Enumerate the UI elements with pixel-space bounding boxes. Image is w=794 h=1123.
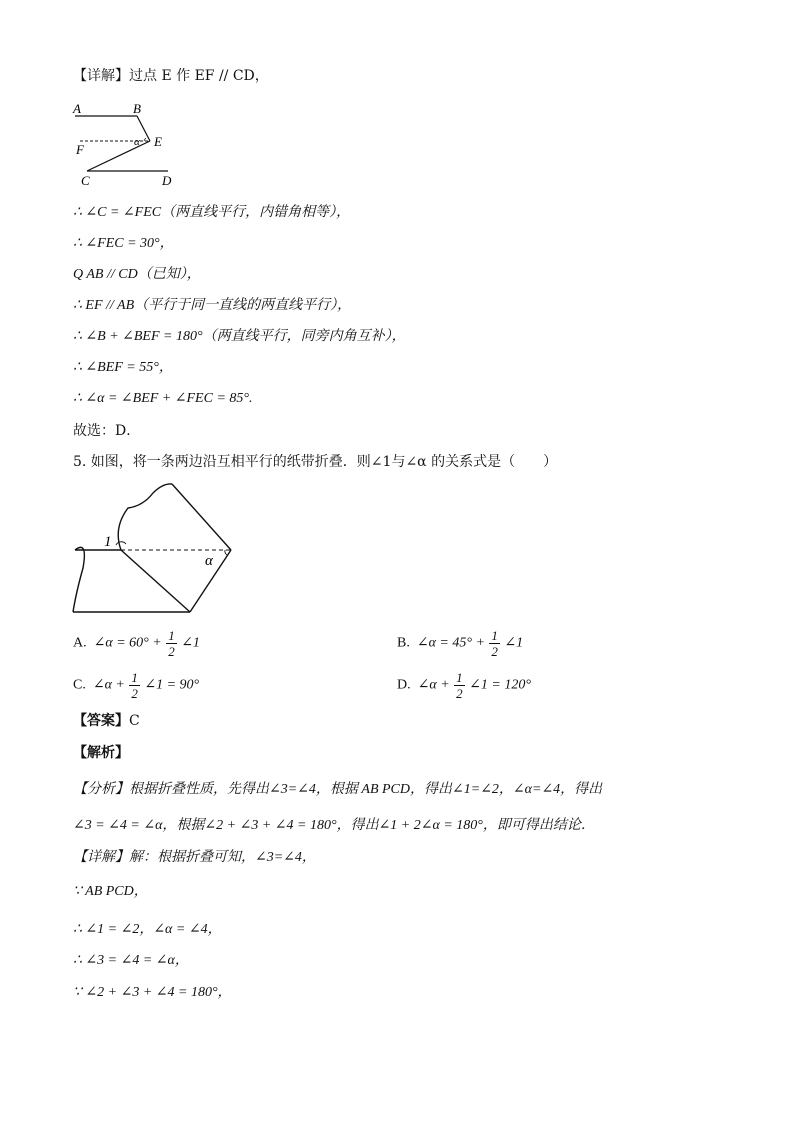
answer-tag: 【答案】: [73, 713, 129, 729]
label-c: C: [81, 173, 90, 188]
analysis-tag: 【解析】: [73, 745, 129, 761]
q5-step-3: ∴ ∠3 = ∠4 = ∠α，: [73, 953, 189, 968]
answer-value: C: [129, 713, 140, 729]
q4-choice: 故选：D．: [73, 423, 141, 439]
label-d: D: [162, 173, 172, 188]
q5-stem: 5. 如图，将一条两边沿互相平行的纸带折叠．则∠1与∠α 的关系式是（ ）: [73, 454, 558, 470]
q4-step-4: ∴ EF // AB（平行于同一直线的两直线平行），: [73, 298, 352, 313]
q4-step-6: ∴ ∠BEF = 55°，: [73, 360, 173, 375]
label-alpha: α: [205, 553, 213, 569]
analysis-line-1: 【分析】根据折叠性质，先得出∠3=∠4，根据 AB PCD，得出∠1=∠2，∠α=∠4，得出: [73, 782, 603, 797]
label-alpha: α: [134, 136, 140, 148]
q4-parallel-lines-figure: [70, 98, 200, 190]
q4-detail-heading: 【详解】过点 E 作 EF // CD，: [73, 68, 269, 84]
label-f: F: [76, 142, 84, 157]
option-a: A. ∠α = 60° + $\frac{1}{2}$ ∠1: [73, 628, 200, 659]
q4-step-7: ∴ ∠α = ∠BEF + ∠FEC = 85°.: [73, 391, 253, 406]
q4-step-1: ∴ ∠C = ∠FEC（两直线平行，内错角相等），: [73, 205, 351, 220]
label-b: B: [133, 101, 141, 116]
label-one: 1: [104, 534, 112, 550]
q4-step-5: ∴ ∠B + ∠BEF = 180°（两直线平行，同旁内角互补），: [73, 329, 406, 344]
option-b: B. ∠α = 45° + $\frac{1}{2}$ ∠1: [397, 628, 524, 659]
q4-step-3: Q AB // CD（已知），: [73, 267, 201, 282]
label-e: E: [154, 134, 162, 149]
analysis-line-2: ∠3 = ∠4 = ∠α，根据∠2 + ∠3 + ∠4 = 180°，得出∠1 + 2∠α = 180°，即可得出结论．: [73, 818, 595, 833]
q5-step-1: ∵ AB PCD，: [73, 884, 148, 899]
q5-step-4: ∵ ∠2 + ∠3 + ∠4 = 180°，: [73, 985, 232, 1000]
option-c: C. ∠α + $\frac{1}{2}$ ∠1 = 90°: [73, 670, 200, 701]
q5-step-2: ∴ ∠1 = ∠2，∠α = ∠4，: [73, 922, 222, 937]
answer-line: [73, 711, 140, 731]
q5-folded-strip-figure: [68, 478, 243, 618]
option-d: D. ∠α + $\frac{1}{2}$ ∠1 = 120°: [397, 670, 531, 701]
q4-step-2: ∴ ∠FEC = 30°，: [73, 236, 174, 251]
q5-detail-heading: 【详解】解：根据折叠可知，∠3=∠4，: [73, 850, 316, 865]
label-a: A: [73, 101, 81, 116]
